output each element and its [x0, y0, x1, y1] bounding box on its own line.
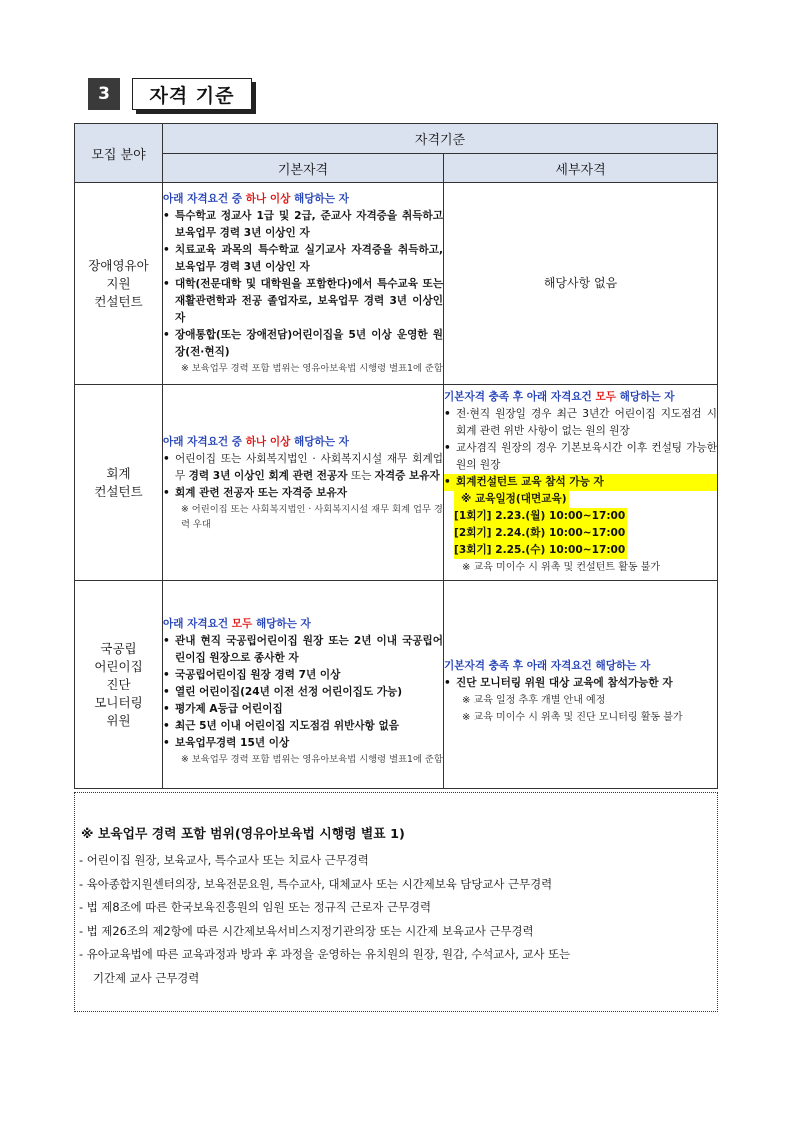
field-name: 회계 컨설턴트	[94, 465, 143, 499]
basic-intro: 아래 자격요건 중 하나 이상 해당하는 자	[163, 435, 349, 448]
list-item: • 대학(전문대학 및 대학원을 포함한다)에서 특수교육 또는 재활관련학과 전공 졸업자로, 보육업무 경력 3년 이상인 자	[163, 276, 443, 327]
list-item: • 전·현직 원장일 경우 최근 3년간 어린이집 지도점검 시 회계 관련 위반 사항이 없는 원의 원장	[444, 406, 717, 440]
table-row	[75, 385, 718, 581]
section-title: 자격 기준	[132, 78, 252, 110]
schedule-session: [2회기] 2.24.(화) 10:00~17:00	[454, 525, 627, 542]
detail-intro: 기본자격 충족 후 아래 자격요건 모두 해당하는 자	[444, 391, 675, 403]
basic-note: ※ 보육업무 경력 포함 범위는 영유아보육법 시행령 별표1에 준함	[181, 754, 443, 765]
qualification-table	[74, 123, 718, 789]
basic-list	[163, 451, 443, 502]
field-name: 장애영유아 지원 컨설턴트	[88, 257, 149, 309]
basic-note: ※ 어린이집 또는 사회복지법인 · 사회복지시설 재무 회계 업무 경력 우대	[181, 503, 443, 530]
table-row	[75, 581, 718, 789]
basic-intro: 아래 자격요건 중 하나 이상 해당하는 자	[163, 193, 349, 205]
notice-box	[74, 792, 718, 1012]
table-row	[75, 183, 718, 385]
notice-item: - 법 제26조의 제2항에 따른 시간제보육서비스지정기관의장 또는 시간제 보육교사 근무경력	[79, 923, 534, 938]
detail-note: ※ 교육 미이수 시 위촉 및 진단 모니터링 활동 불가	[462, 711, 683, 723]
list-item-highlight: • 회계컨설턴트 교육 참석 가능 자	[444, 474, 717, 491]
detail-cell	[444, 581, 718, 789]
detail-list	[444, 675, 717, 692]
schedule-session: [1회기] 2.23.(월) 10:00~17:00	[454, 508, 627, 525]
notice-item: - 유아교육법에 따른 교육과정과 방과 후 과정을 운영하는 유치원의 원장, 원감, 수석교사, 교사 또는	[79, 947, 571, 961]
detail-cell	[444, 183, 718, 385]
notice-title: ※ 보육업무 경력 포함 범위(영유아보육법 시행령 별표 1)	[81, 827, 405, 842]
list-item: • 열린 어린이집(24년 이전 선정 어린이집도 가능)	[163, 684, 443, 701]
header-field: 모집 분야	[75, 124, 163, 183]
list-item: • 국공립어린이집 원장 경력 7년 이상	[163, 667, 443, 684]
basic-list	[163, 633, 443, 752]
notice-item: - 육아종합지원센터의장, 보육전문요원, 특수교사, 대체교사 또는 시간제보육 담당교사 근무경력	[79, 876, 553, 891]
list-item: • 어린이집 또는 사회복지법인 · 사회복지시설 재무 회계업무 경력 3년 이상인 회계 관련 전공자 또는 자격증 보유자	[163, 451, 443, 485]
basic-cell	[163, 183, 444, 385]
list-item: • 보육업무경력 15년 이상	[163, 735, 443, 752]
list-item: • 평가제 A등급 어린이집	[163, 701, 443, 718]
header-detail: 세부자격	[444, 154, 718, 183]
training-schedule	[444, 491, 717, 559]
schedule-session: [3회기] 2.25.(수) 10:00~17:00	[454, 542, 627, 559]
basic-cell	[163, 581, 444, 789]
basic-intro: 아래 자격요건 모두 해당하는 자	[163, 618, 311, 630]
field-name: 국공립 어린이집 진단 모니터링 위원	[94, 640, 143, 728]
basic-note: ※ 보육업무 경력 포함 범위는 영유아보육법 시행령 별표1에 준함	[181, 363, 443, 374]
basic-cell	[163, 385, 444, 581]
schedule-title: ※ 교육일정(대면교육)	[454, 491, 569, 508]
detail-note: ※ 교육 미이수 시 위촉 및 컨설턴트 활동 불가	[462, 562, 661, 573]
notice-item: - 어린이집 원장, 보육교사, 특수교사 또는 치료사 근무경력	[79, 853, 369, 867]
field-cell	[75, 581, 163, 789]
list-item: • 치료교육 과목의 특수학교 실기교사 자격증을 취득하고, 보육업무 경력 3년 이상인 자	[163, 242, 443, 276]
list-item: • 회계 관련 전공자 또는 자격증 보유자	[163, 485, 443, 502]
section-number: 3	[88, 78, 120, 110]
detail-intro: 기본자격 충족 후 아래 자격요건 해당하는 자	[444, 659, 651, 672]
detail-cell	[444, 385, 718, 581]
list-item: • 특수학교 정교사 1급 및 2급, 준교사 자격증을 취득하고 보육업무 경력 3년 이상인 자	[163, 208, 443, 242]
list-item: • 최근 5년 이내 어린이집 지도점검 위반사항 없음	[163, 718, 443, 735]
notice-list	[79, 849, 709, 990]
field-cell	[75, 385, 163, 581]
notice-item: - 법 제8조에 따른 한국보육진흥원의 임원 또는 정규직 근로자 근무경력	[79, 900, 432, 914]
header-criteria: 자격기준	[163, 124, 718, 154]
list-item: • 장애통합(또는 장애전담)어린이집을 5년 이상 운영한 원장(전·현직)	[163, 327, 443, 361]
list-item: • 관내 현직 국공립어린이집 원장 또는 2년 이내 국공립어린이집 원장으로 종사한 자	[163, 633, 443, 667]
header-basic: 기본자격	[163, 154, 444, 183]
notice-item-continued: 기간제 교사 근무경력	[93, 970, 200, 985]
detail-text: 해당사항 없음	[543, 276, 618, 290]
basic-list	[163, 208, 443, 361]
detail-note: ※ 교육 일정 추후 개별 안내 예정	[462, 694, 606, 706]
list-item: • 교사겸직 원장의 경우 기본보육시간 이후 컨설팅 가능한 원의 원장	[444, 440, 717, 474]
field-cell	[75, 183, 163, 385]
detail-list	[444, 406, 717, 491]
list-item: • 진단 모니터링 위원 대상 교육에 참석가능한 자	[444, 675, 717, 692]
